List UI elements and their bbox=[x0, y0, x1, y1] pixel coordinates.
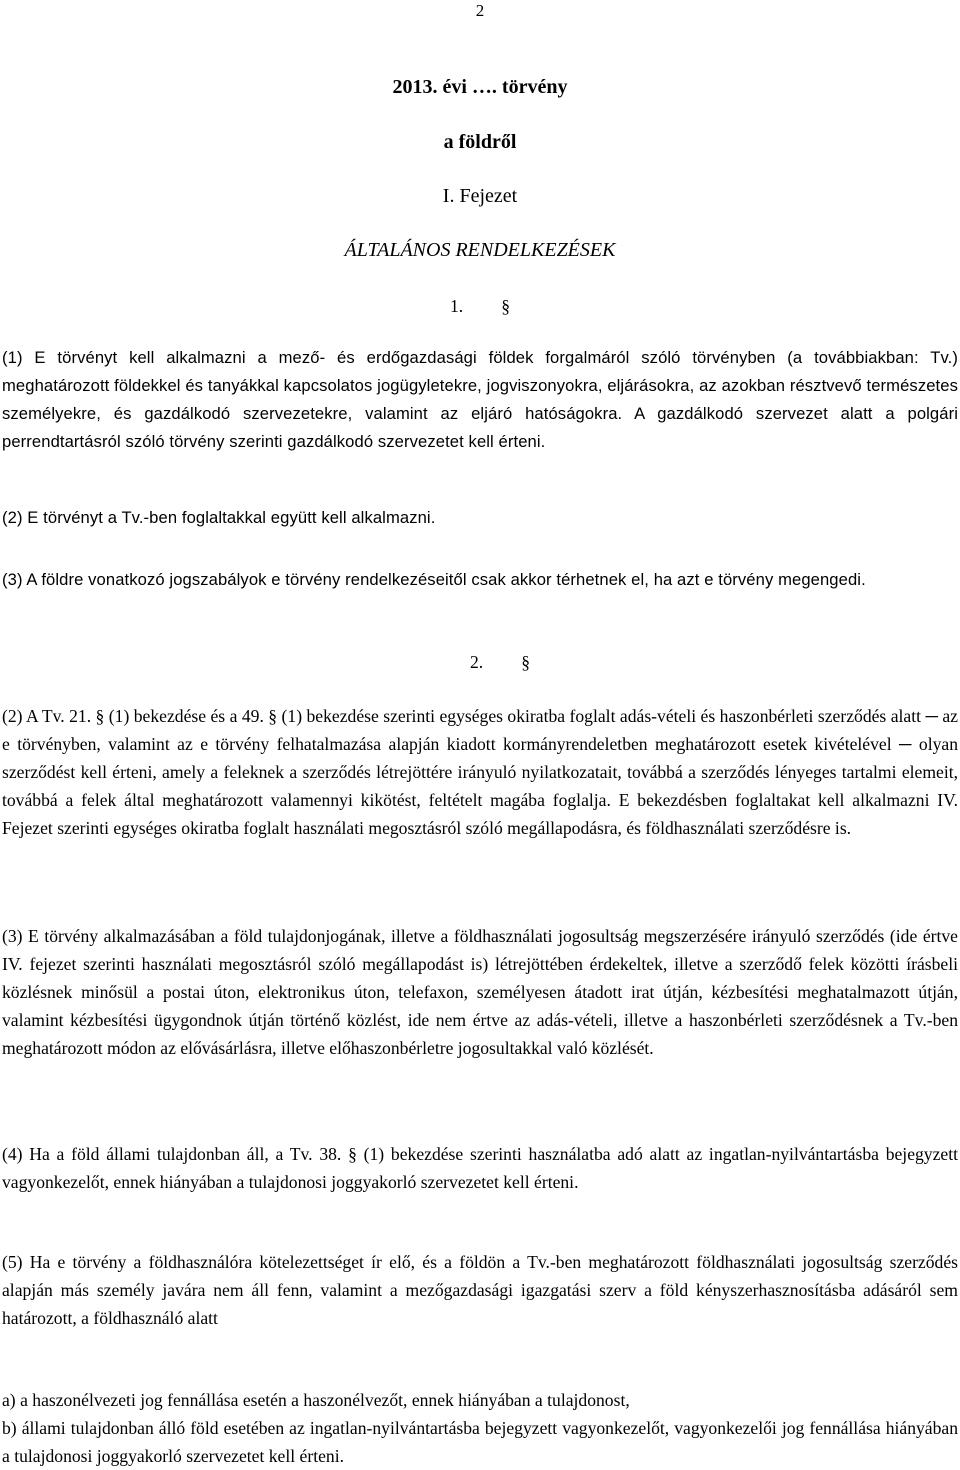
page-number: 2 bbox=[475, 1, 485, 20]
section-heading-1 bbox=[450, 292, 510, 320]
law-title: 2013. évi …. törvény bbox=[392, 76, 568, 98]
list-item-b: b) állami tulajdonban álló föld esetében az ingatlan-nyilvántartásba bejegyzett vagyonkezelőt, vagyonkezelői jog fennállása hiányában a tulajdonosi joggyakorló szervezetet kell érteni. bbox=[2, 1418, 958, 1466]
paragraph-1-3: (3) A földre vonatkozó jogszabályok e törvény rendelkezéseitől csak akkor térhetnek el, ha azt e törvény megengedi. bbox=[2, 570, 866, 589]
section-number: 1. bbox=[450, 296, 464, 316]
section-mark: § bbox=[501, 296, 510, 316]
chapter-number: I. Fejezet bbox=[442, 185, 518, 207]
paragraph-2-3: (3) E törvény alkalmazásában a föld tulajdonjogának, illetve a földhasználati jogosultság megszerzésére irányuló szerződés (ide értve IV. fejezet szerinti használati megosztásról szóló megállapodást is) létrejöttében érdekeltek, illetve a szerződő felek közötti írásbeli közlésnek minősül a postai úton, elektronikus úton, telefaxon, személyesen átadott irat útján, kézbesítési meghatalmazott útján, valamint kézbesítési ügygondnok útján történő közlést, ide nem értve az adás-vételi, illetve a haszonbérleti szerződésnek a Tv.-ben meghatározott módon az elővásárlásra, illetve előhaszonbérletre jogosultakkal való közlését. bbox=[2, 926, 958, 1058]
section-number: 2. bbox=[470, 652, 484, 672]
paragraph-2-2: (2) A Tv. 21. § (1) bekezdése és a 49. § (1) bekezdése szerinti egységes okiratba foglalt adás-vételi és haszonbérleti szerződés alatt ─ az e törvényben, valamint az e törvény felhatalmazása alapján kiadott kormányrendeletben meghatározott esetek kivételével ─ olyan szerződést kell érteni, amely a feleknek a szerződés létrejöttére irányuló nyilatkozatait, továbbá a szerződés lényeges tartalmi elemeit, továbbá a felek által meghatározott valamennyi kikötést, feltételt magába foglalja. E bekezdésben foglaltakat kell alkalmazni IV. Fejezet szerinti egységes okiratba foglalt használati megosztásról szóló megállapodásra, és földhasználati szerződésre is. bbox=[2, 706, 958, 838]
section-heading-2 bbox=[470, 648, 530, 676]
paragraph-1-1: (1) E törvényt kell alkalmazni a mező- és erdőgazdasági földek forgalmáról szóló törvényben (a továbbiakban: Tv.) meghatározott földekkel és tanyákkal kapcsolatos jogügyletekre, jogviszonyokra, eljárásokra, az azokban résztvevő természetes személyekre, és gazdálkodó szervezetekre, valamint az eljáró hatóságokra. A gazdálkodó szervezet alatt a polgári perrendtartásról szóló törvény szerinti gazdálkodó szervezetet kell érteni. bbox=[2, 348, 958, 451]
law-subtitle: a földről bbox=[443, 131, 517, 153]
chapter-title: ÁLTALÁNOS RENDELKEZÉSEK bbox=[344, 239, 616, 261]
list-item-a: a) a haszonélvezeti jog fennállása esetén a haszonélvezőt, ennek hiányában a tulajdonost, bbox=[2, 1390, 630, 1410]
paragraph-1-2: (2) E törvényt a Tv.-ben foglaltakkal együtt kell alkalmazni. bbox=[2, 508, 436, 527]
paragraph-2-4: (4) Ha a föld állami tulajdonban áll, a Tv. 38. § (1) bekezdése szerinti használatba adó alatt az ingatlan-nyilvántartásba bejegyzett vagyonkezelőt, ennek hiányában a tulajdonosi joggyakorló szervezetet kell érteni. bbox=[2, 1144, 958, 1192]
section-mark: § bbox=[521, 652, 530, 672]
paragraph-2-5: (5) Ha e törvény a földhasználóra kötelezettséget ír elő, és a földön a Tv.-ben meghatározott földhasználati jogosultság szerződés alapján más személy javára nem áll fenn, valamint a mezőgazdasági igazgatási szerv a föld kényszerhasznosításba adásáról sem határozott, a földhasználó alatt bbox=[2, 1252, 958, 1328]
